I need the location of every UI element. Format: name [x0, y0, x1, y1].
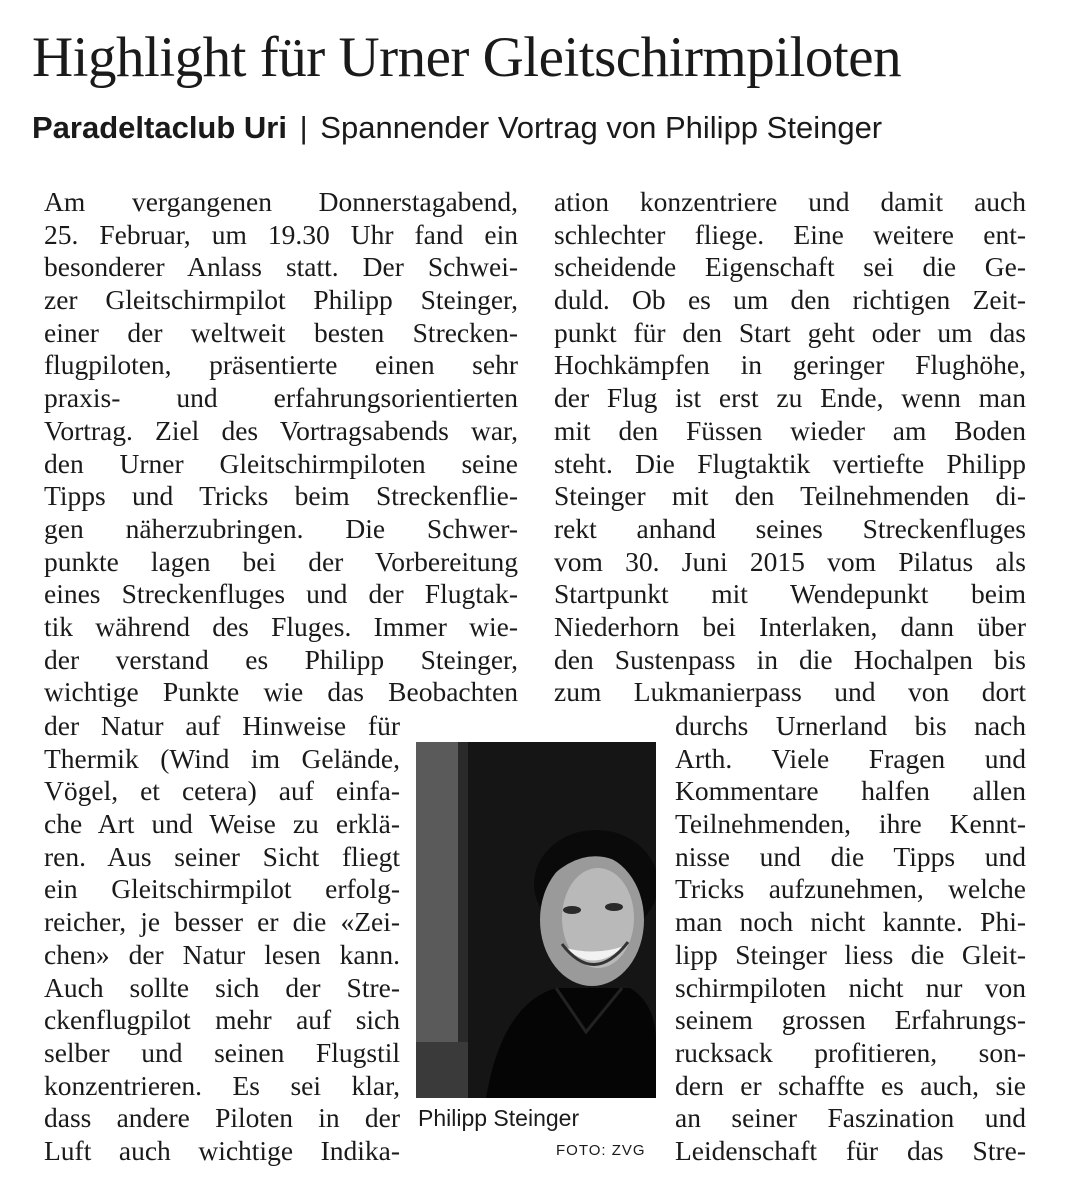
- text-line: Niederhorn bei Interlaken, dann über: [554, 610, 1026, 642]
- portrait-illustration: [416, 742, 656, 1098]
- text-line: zum Lukmanierpass und von dort: [554, 676, 1026, 708]
- text-line: einer der weltweit besten Strecken-: [44, 316, 518, 348]
- text-line: Kommentare halfen allen: [675, 775, 1026, 807]
- column-1-bottom: [44, 710, 400, 1168]
- text-line: wichtige Punkte wie das Beobachten: [44, 676, 518, 708]
- text-line: seinem grossen Erfahrungs-: [675, 1004, 1026, 1036]
- text-line: eines Streckenfluges und der Flugtak-: [44, 578, 518, 610]
- text-line: duld. Ob es um den richtigen Zeit-: [554, 284, 1026, 316]
- text-line: Auch sollte sich der Stre-: [44, 971, 400, 1003]
- text-line: schirmpiloten nicht nur von: [675, 971, 1026, 1003]
- column-1-top: [44, 186, 518, 709]
- text-line: ein Gleitschirmpilot erfolg-: [44, 873, 400, 905]
- text-line: durchs Urnerland bis nach: [675, 710, 1026, 741]
- headline: Highlight für Urner Gleitschirmpiloten: [32, 26, 902, 89]
- text-line: der verstand es Philipp Steinger,: [44, 643, 518, 675]
- text-line: Teilnehmenden, ihre Kennt-: [675, 808, 1026, 840]
- text-line: gen näherzubringen. Die Schwer-: [44, 512, 518, 544]
- text-line: ation konzentriere und damit auch: [554, 186, 1026, 217]
- text-line: Thermik (Wind im Gelände,: [44, 742, 400, 774]
- column-2-top: [554, 186, 1026, 709]
- text-line: Tipps und Tricks beim Streckenflie-: [44, 480, 518, 512]
- text-line: Startpunkt mit Wendepunkt beim: [554, 578, 1026, 610]
- text-line: punkte lagen bei der Vorbereitung: [44, 545, 518, 577]
- text-line: nisse und die Tipps und: [675, 840, 1026, 872]
- text-line: che Art und Weise zu erklä-: [44, 808, 400, 840]
- text-line: rucksack profitieren, son-: [675, 1036, 1026, 1068]
- portrait-photo: [416, 742, 656, 1098]
- subline-club: Paradeltaclub Uri: [32, 110, 287, 145]
- text-line: steht. Die Flugtaktik vertiefte Philipp: [554, 447, 1026, 479]
- text-line: den Sustenpass in die Hochalpen bis: [554, 643, 1026, 675]
- text-line: Leidenschaft für das Stre-: [675, 1134, 1026, 1166]
- subline: [32, 106, 1052, 150]
- text-line: Arth. Viele Fragen und: [675, 742, 1026, 774]
- text-line: chen» der Natur lesen kann.: [44, 938, 400, 970]
- text-line: reicher, je besser er die «Zei-: [44, 906, 400, 938]
- text-line: lipp Steinger liess die Gleit-: [675, 938, 1026, 970]
- text-line: selber und seinen Flugstil: [44, 1036, 400, 1068]
- subline-separator: |: [299, 110, 308, 145]
- text-line: tik während des Fluges. Immer wie-: [44, 610, 518, 642]
- text-line: dass andere Piloten in der: [44, 1102, 400, 1134]
- text-line: den Urner Gleitschirmpiloten seine: [44, 447, 518, 479]
- subline-text: Spannender Vortrag von Philipp Steinger: [320, 110, 883, 145]
- text-line: Vortrag. Ziel des Vortragsabends war,: [44, 414, 518, 446]
- text-line: der Natur auf Hinweise für: [44, 710, 400, 741]
- text-line: besonderer Anlass statt. Der Schwei-: [44, 251, 518, 283]
- column-2-bottom: [675, 710, 1026, 1168]
- text-line: schlechter fliege. Eine weitere ent-: [554, 218, 1026, 250]
- text-line: ren. Aus seiner Sicht fliegt: [44, 840, 400, 872]
- photo-credit: FOTO: ZVG: [556, 1142, 646, 1159]
- text-line: 25. Februar, um 19.30 Uhr fand ein: [44, 218, 518, 250]
- text-line: punkt für den Start geht oder um das: [554, 316, 1026, 348]
- text-line: Vögel, et cetera) auf einfa-: [44, 775, 400, 807]
- text-line: Am vergangenen Donnerstagabend,: [44, 186, 518, 217]
- text-line: rekt anhand seines Streckenfluges: [554, 512, 1026, 544]
- photo-caption: Philipp Steinger: [418, 1105, 580, 1131]
- text-line: zer Gleitschirmpilot Philipp Steinger,: [44, 284, 518, 316]
- text-line: Luft auch wichtige Indika-: [44, 1134, 400, 1166]
- text-line: scheidende Eigenschaft sei die Ge-: [554, 251, 1026, 283]
- text-line: ckenflugpilot mehr auf sich: [44, 1004, 400, 1036]
- text-line: dern er schaffte es auch, sie: [675, 1069, 1026, 1101]
- text-line: vom 30. Juni 2015 vom Pilatus als: [554, 545, 1026, 577]
- text-line: praxis- und erfahrungsorientierten: [44, 382, 518, 414]
- text-line: Steinger mit den Teilnehmenden di-: [554, 480, 1026, 512]
- text-line: konzentrieren. Es sei klar,: [44, 1069, 400, 1101]
- text-line: an seiner Faszination und: [675, 1102, 1026, 1134]
- text-line: man noch nicht kannte. Phi-: [675, 906, 1026, 938]
- text-line: flugpiloten, präsentierte einen sehr: [44, 349, 518, 381]
- text-line: mit den Füssen wieder am Boden: [554, 414, 1026, 446]
- text-line: Tricks aufzunehmen, welche: [675, 873, 1026, 905]
- text-line: Hochkämpfen in geringer Flughöhe,: [554, 349, 1026, 381]
- text-line: der Flug ist erst zu Ende, wenn man: [554, 382, 1026, 414]
